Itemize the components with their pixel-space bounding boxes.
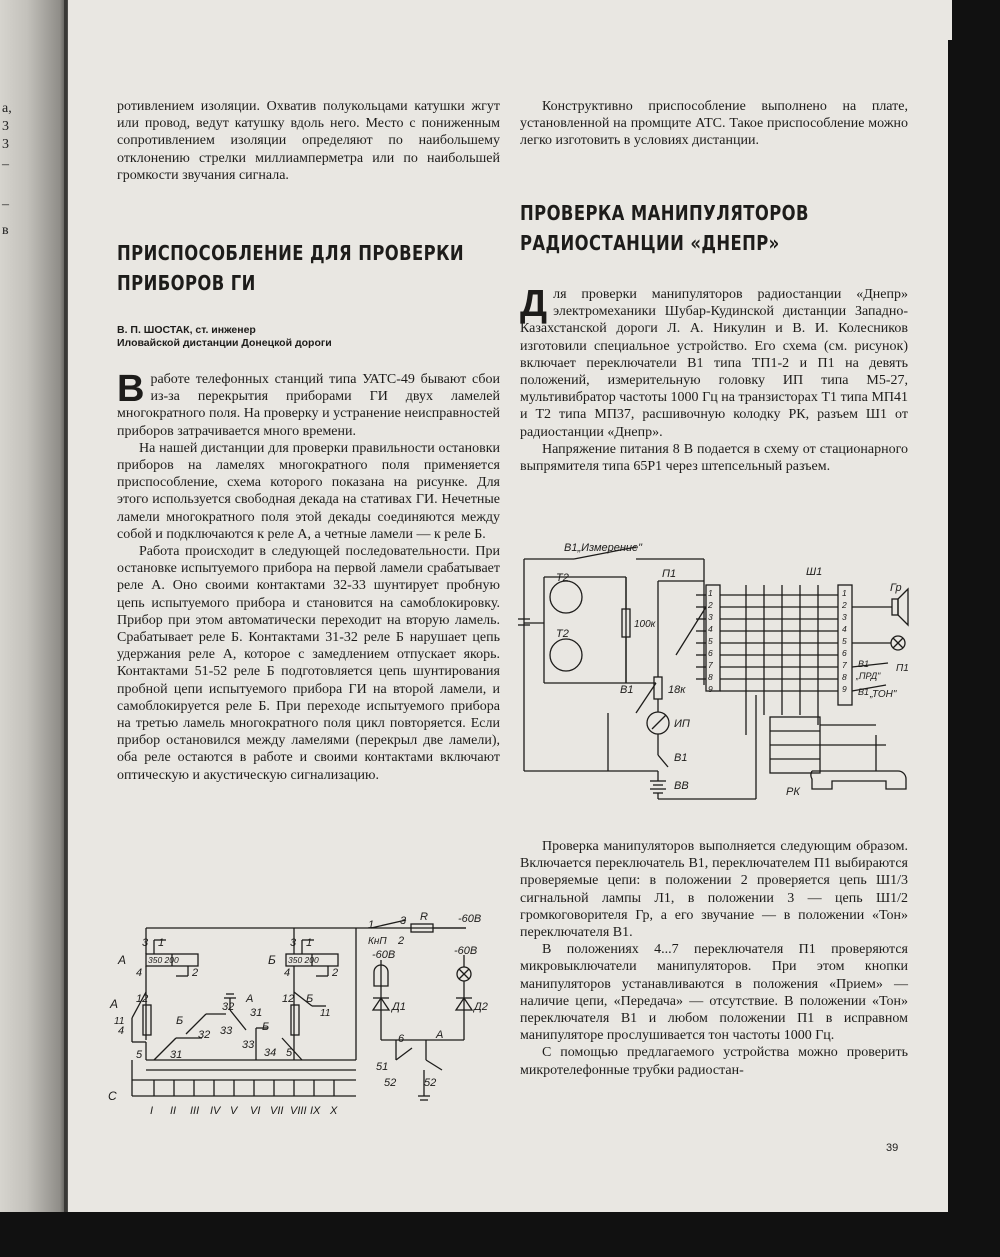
paragraph: На нашей дистанции для проверки правильности остановки приборов на ламелях многократного поля применяется приспособление, схема которого показана на рисунке. Для этого используется свободная декада на стативах ГИ. Нечетные ламели многократного поля этой декады соединяются между собой и подключаются к реле А, а четные ламели — к реле Б. xyxy=(117,440,500,542)
heading-line: ПРИСПОСОБЛЕНИЕ ДЛЯ ПРОВЕРКИ xyxy=(117,241,465,265)
knp-label: КнП xyxy=(368,936,387,947)
svg-text:4: 4 xyxy=(118,1025,125,1037)
svg-text:51: 51 xyxy=(376,1061,389,1073)
lamella-label: IV xyxy=(210,1105,221,1117)
paragraph: ля проверки манипуляторов радиостанции «Днепр» электромеханики Шубар-Кудинской дистанции Западно-Казахстанской дороги Л. А. Никулин и В. И. Колесников изготовили специальное устройство. Его схема (см. рисунок) включает переключатели В1 типа ТП1-2 и П1 на девять положений, измерительную головку ИП типа М5-27, мультивибратор частоты 1000 Гц на транзисторах Т1 типа МП41 и Т2 типа МП37, расшивочную колодку РК, разъем Ш1 от радиостанции «Днепр». xyxy=(520,287,908,440)
speaker-label: Гр xyxy=(890,582,902,594)
t2-label: Т2 xyxy=(556,628,569,640)
r-label: R xyxy=(420,911,428,923)
heading-line: ПРОВЕРКА МАНИПУЛЯТОРОВ xyxy=(520,201,809,225)
b1-measure-label: В1„Измерение" xyxy=(564,542,643,554)
switch-position-label: 9 xyxy=(708,684,713,694)
svg-text:3: 3 xyxy=(400,915,407,927)
relay-b-label: Б xyxy=(268,953,276,967)
lamella-label: VII xyxy=(270,1105,284,1117)
connector-pin-label: 9 xyxy=(842,684,847,694)
connector-pin-label: 5 xyxy=(842,636,847,646)
prev-page-fragment: – xyxy=(2,157,9,172)
svg-text:12: 12 xyxy=(136,993,149,1005)
diode-d1-label: Д1 xyxy=(392,1001,406,1013)
svg-text:Б: Б xyxy=(306,993,314,1005)
svg-text:Б: Б xyxy=(262,1021,270,1033)
switch-position-label: 6 xyxy=(708,648,713,658)
svg-text:3: 3 xyxy=(142,937,149,949)
connector-sh1-label: Ш1 xyxy=(806,566,823,578)
page-edge-right xyxy=(948,0,1000,1257)
left-column xyxy=(117,98,500,184)
svg-text:1: 1 xyxy=(306,937,313,949)
left-article-body xyxy=(117,368,500,784)
lamella-label: II xyxy=(170,1105,177,1117)
spine-line xyxy=(64,0,67,1212)
supply-label-2: -60В xyxy=(372,949,396,961)
svg-text:1: 1 xyxy=(158,937,165,949)
switch-position-label: 8 xyxy=(708,672,713,682)
t2-label: Т2 xyxy=(556,572,569,584)
svg-text:Б: Б xyxy=(176,1015,184,1027)
ton-label: „ТОН" xyxy=(870,689,897,700)
svg-text:2: 2 xyxy=(398,935,405,947)
svg-text:52: 52 xyxy=(424,1077,437,1089)
svg-text:6: 6 xyxy=(398,1033,405,1045)
lamella-label: VI xyxy=(250,1105,261,1117)
meter-ip-label: ИП xyxy=(674,718,690,730)
paragraph: Проверка манипуляторов выполняется следующим образом. Включается переключатель В1, переключателем П1 выбираются проверяемые цепи: в положении 2 проверяется цепь Ш1/3 сигнальной лампы Л1, в положении 3 — цепь Ш1/2 громкоговорителя Гр, а его звучание — в положении «Тон» переключателя В1. xyxy=(520,839,908,941)
prev-page-fragment: 3 xyxy=(2,119,9,134)
right-article-body xyxy=(520,283,908,475)
svg-text:5: 5 xyxy=(286,1047,293,1059)
author-block xyxy=(117,324,500,350)
relay-a-label: А xyxy=(118,953,127,967)
drop-cap: Д xyxy=(520,283,548,325)
svg-text:2: 2 xyxy=(192,967,199,979)
heading-line: РАДИОСТАНЦИИ «ДНЕПР» xyxy=(520,231,780,255)
manipulator-test-diagram xyxy=(516,535,912,825)
lamella-label: III xyxy=(190,1105,200,1117)
lamella-label: V xyxy=(230,1105,238,1117)
connector-pin-label: 3 xyxy=(842,612,847,622)
page-number: 39 xyxy=(886,1142,899,1154)
svg-text:1: 1 xyxy=(368,919,375,931)
resistor-100k-label: 100к xyxy=(634,619,656,630)
svg-text:31: 31 xyxy=(170,1049,183,1061)
common-bus-label: С xyxy=(108,1089,117,1103)
relay-circuit-diagram xyxy=(106,910,498,1120)
prev-page-fragment: – xyxy=(2,197,9,212)
supply-label: -60В xyxy=(458,913,482,925)
lamella-label: I xyxy=(150,1105,154,1117)
connector-pin-label: 6 xyxy=(842,648,847,658)
right-article-heading xyxy=(520,198,908,258)
continuation-text: ротивлением изоляции. Охватив полукольцами катушки жгут или провод, ведут катушку вдоль него. Место с пониженным сопротивлением изоляции определяют по наибольшему отклонению стрелки миллиамперметра или по наибольшей громкости звучания сигнала. xyxy=(117,99,500,183)
switch-position-label: 2 xyxy=(708,600,713,610)
svg-text:А: А xyxy=(436,1029,444,1041)
lamella-labels xyxy=(150,1105,338,1117)
svg-text:34: 34 xyxy=(264,1047,277,1059)
resistor-18k-label: 18к xyxy=(668,684,686,696)
author-organization: Иловайской дистанции Донецкой дороги xyxy=(117,337,332,349)
switch-position-label: 1 xyxy=(708,588,713,598)
svg-text:А: А xyxy=(246,993,254,1005)
svg-text:А: А xyxy=(110,997,119,1011)
paragraph: Напряжение питания 8 В подается в схему от стационарного выпрямителя типа 65Р1 через штепсельный разъем. xyxy=(520,441,908,475)
svg-text:32: 32 xyxy=(222,1001,235,1013)
paragraph: работе телефонных станций типа УАТС-49 бывают сбои из-за перекрытия приборами ГИ двух ламелей многократного поля. На проверку и устранение неисправностей приборов затрачивается много времени. xyxy=(117,372,500,439)
prev-page-fragment: в xyxy=(2,223,9,238)
right-article-continuation xyxy=(520,838,908,1079)
svg-text:2: 2 xyxy=(332,967,339,979)
svg-text:31: 31 xyxy=(250,1007,263,1019)
svg-text:5: 5 xyxy=(136,1049,143,1061)
svg-text:33: 33 xyxy=(220,1025,233,1037)
drop-cap: В xyxy=(117,368,145,410)
b1-label: В1 xyxy=(858,659,870,669)
continuation-text: Конструктивно приспособление выполнено на плате, установленной на промщите АТС. Такое приспособление можно легко изготовить в условиях дистанции. xyxy=(520,99,908,149)
connector-pin-label: 2 xyxy=(842,600,847,610)
page-gutter xyxy=(0,0,68,1212)
diode-d2-label: Д2 xyxy=(474,1001,488,1013)
supply-label-3: -60В xyxy=(454,945,478,957)
svg-text:11: 11 xyxy=(114,1016,125,1027)
prev-page-fragment: 3 xyxy=(2,137,9,152)
prev-page-fragment: а, xyxy=(2,101,12,116)
lamella-label: IX xyxy=(310,1105,321,1117)
switch-position-label: 5 xyxy=(708,636,713,646)
left-article-heading xyxy=(117,238,500,298)
paragraph: В положениях 4...7 переключателя П1 проверяются микровыключатели манипуляторов. При этом кнопки манипуляторов устанавливаются в положения «Прием» — наличие цепи, «Передача» — отсутствие. В положении «Тон» переключателя В1 и любом положении П1 в исправном манипуляторе прослушивается тон частоты 1000 Гц. xyxy=(520,942,908,1044)
switch-position-label: 4 xyxy=(708,624,713,634)
relay-b-resistance: 350 200 xyxy=(288,955,319,965)
b1-label: В1 xyxy=(858,687,870,697)
connector-pin-label: 4 xyxy=(842,624,847,634)
page-edge-bottom xyxy=(0,1212,1000,1257)
switch-position-labels xyxy=(707,588,847,694)
svg-text:52: 52 xyxy=(384,1077,397,1089)
heading-line: ПРИБОРОВ ГИ xyxy=(117,271,256,295)
lamella-label: X xyxy=(330,1105,338,1117)
svg-text:4: 4 xyxy=(284,967,291,979)
svg-text:12: 12 xyxy=(282,993,295,1005)
rk-label: РК xyxy=(786,786,800,798)
author-name: В. П. ШОСТАК, ст. инженер xyxy=(117,324,256,336)
lamella-label: VIII xyxy=(290,1105,307,1117)
svg-text:3: 3 xyxy=(290,937,297,949)
p1-label: П1 xyxy=(662,568,677,580)
svg-text:32: 32 xyxy=(198,1029,211,1041)
switch-position-label: 3 xyxy=(708,612,713,622)
svg-text:11: 11 xyxy=(320,1008,331,1019)
svg-text:4: 4 xyxy=(136,967,143,979)
prd-label: „ПРД" xyxy=(856,671,881,681)
connector-pin-label: 1 xyxy=(842,588,847,598)
switch-position-label: 7 xyxy=(708,660,713,670)
connector-pin-label: 7 xyxy=(842,660,847,670)
relay-a-resistance: 350 200 xyxy=(148,955,179,965)
b1-label: В1 xyxy=(674,752,688,764)
paragraph: С помощью предлагаемого устройства можно проверить микротелефонные трубки радиостан- xyxy=(520,1045,908,1078)
p1-label-right: П1 xyxy=(896,663,909,674)
connector-pin-label: 8 xyxy=(842,672,847,682)
b1-label: В1 xyxy=(620,684,634,696)
svg-text:33: 33 xyxy=(242,1039,255,1051)
paragraph: Работа происходит в следующей последовательности. При остановке испытуемого прибора на первой ламели срабатывает реле А. Оно своими контактами 32-33 шунтирует пробную цепь испытуемого прибора и становится на самоблокировку. Прибор при этом автоматически переходит на вторую ламель. Срабатывает реле Б. Контактами 31-32 реле Б нарушает цепь удержания реле А, которое с замедлением отпускает якорь. Контактами 51-52 реле Б подготовляется цепь шунтирования пробной цепи испытуемого прибора ГИ на второй ламели, и самоблокируется реле Б. При переходе испытуемого прибора на третью ламель многократного поля цикл повторяется. Если прибор остановился между ламелями (перекрыл две ламели), оба реле остаются в работе и своими контактами включают оптическую и акустическую сигнализацию. xyxy=(117,544,500,783)
right-column xyxy=(520,98,908,150)
battery-label: ВВ xyxy=(674,780,689,792)
